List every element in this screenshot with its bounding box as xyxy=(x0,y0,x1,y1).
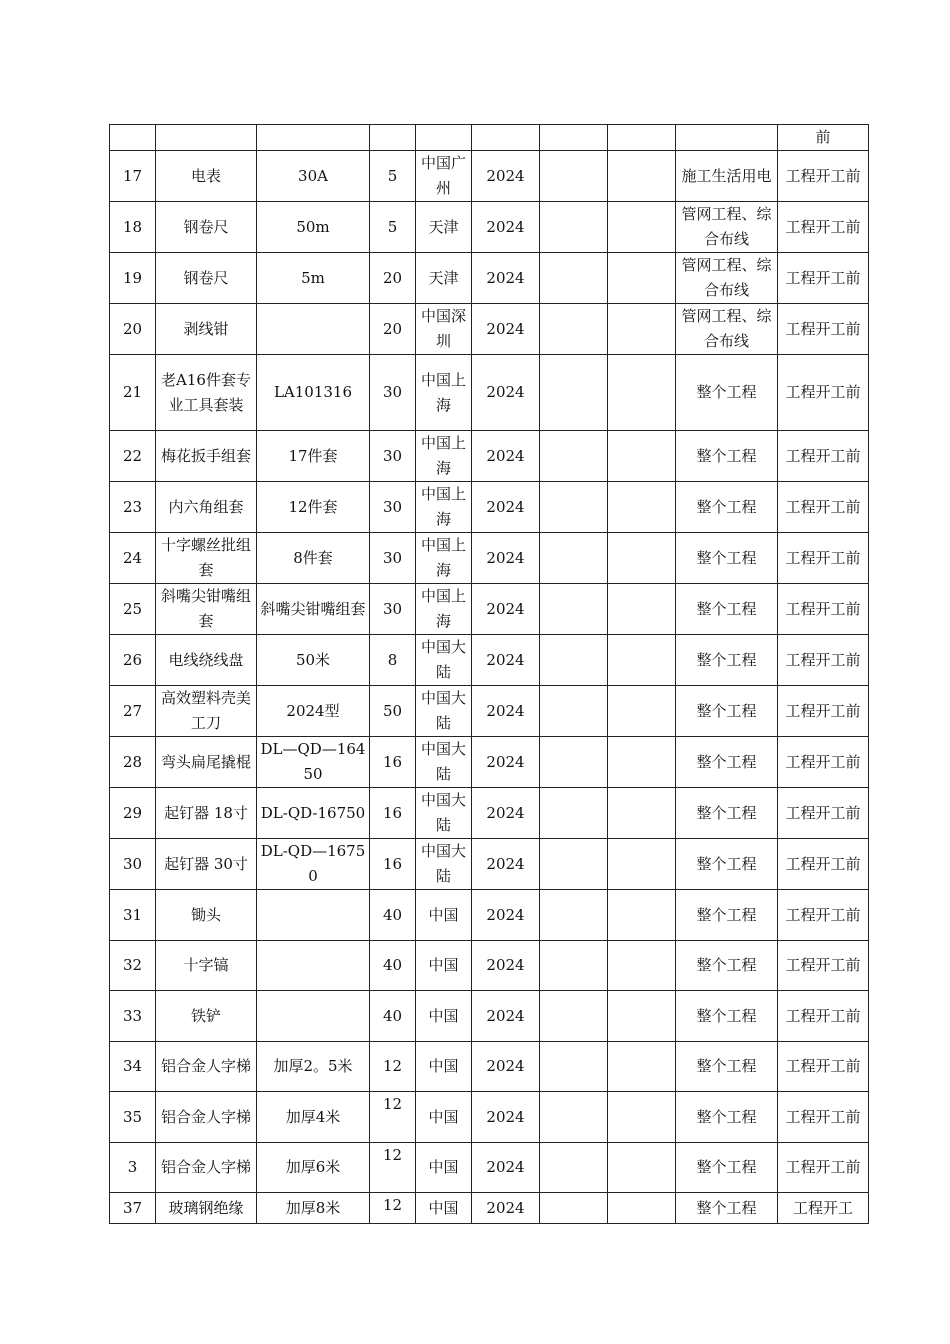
cell-qty: 16 xyxy=(370,839,416,890)
cell-no: 35 xyxy=(110,1092,156,1143)
table-row xyxy=(110,890,869,941)
cell-year: 2024 xyxy=(472,635,540,686)
cell-time: 工程开工前 xyxy=(778,635,869,686)
cell-spec: 17件套 xyxy=(257,431,370,482)
cell-blank-b xyxy=(608,1092,676,1143)
cell-spec xyxy=(257,991,370,1042)
cell-year: 2024 xyxy=(472,482,540,533)
table-row xyxy=(110,151,869,202)
cell-origin: 中国 xyxy=(416,890,472,941)
cell-spec: 加厚6米 xyxy=(257,1143,370,1193)
cell-year: 2024 xyxy=(472,431,540,482)
cell-use: 整个工程 xyxy=(676,482,778,533)
cell-year: 2024 xyxy=(472,304,540,355)
cell-origin: 中国 xyxy=(416,1143,472,1193)
cell-spec: 加厚4米 xyxy=(257,1092,370,1143)
cell-time: 工程开工前 xyxy=(778,1092,869,1143)
cell-blank-b xyxy=(608,304,676,355)
table-row xyxy=(110,355,869,431)
cell-spec: DL—QD—16450 xyxy=(257,737,370,788)
cell-time: 工程开工前 xyxy=(778,584,869,635)
cell-blank-b xyxy=(608,941,676,991)
cell-no: 30 xyxy=(110,839,156,890)
cell-origin: 天津 xyxy=(416,253,472,304)
cell-blank-a xyxy=(540,1042,608,1092)
cell-qty xyxy=(370,125,416,151)
table-row xyxy=(110,1042,869,1092)
cell-time: 工程开工前 xyxy=(778,533,869,584)
cell-blank-a xyxy=(540,1193,608,1224)
cell-spec xyxy=(257,941,370,991)
cell-time: 工程开工 xyxy=(778,1193,869,1224)
cell-no: 21 xyxy=(110,355,156,431)
cell-spec xyxy=(257,304,370,355)
cell-blank-a xyxy=(540,1092,608,1143)
cell-name: 起钉器 30寸 xyxy=(156,839,257,890)
cell-spec: DL-QD—16750 xyxy=(257,839,370,890)
cell-use: 整个工程 xyxy=(676,788,778,839)
cell-spec: 斜嘴尖钳嘴组套 xyxy=(257,584,370,635)
cell-blank-b xyxy=(608,1042,676,1092)
table-row xyxy=(110,839,869,890)
cell-name: 铝合金人字梯 xyxy=(156,1092,257,1143)
cell-no: 20 xyxy=(110,304,156,355)
cell-no: 34 xyxy=(110,1042,156,1092)
cell-origin: 中国上海 xyxy=(416,584,472,635)
cell-qty: 20 xyxy=(370,304,416,355)
cell-blank-b xyxy=(608,1143,676,1193)
cell-origin: 中国 xyxy=(416,1092,472,1143)
cell-blank-b xyxy=(608,355,676,431)
cell-name: 电表 xyxy=(156,151,257,202)
cell-spec: DL-QD-16750 xyxy=(257,788,370,839)
cell-use: 整个工程 xyxy=(676,1143,778,1193)
cell-blank-b xyxy=(608,686,676,737)
cell-blank-a xyxy=(540,890,608,941)
cell-name: 电线绕线盘 xyxy=(156,635,257,686)
cell-use: 管网工程、综合布线 xyxy=(676,253,778,304)
cell-blank-b xyxy=(608,788,676,839)
cell-blank-b xyxy=(608,991,676,1042)
cell-spec: 30A xyxy=(257,151,370,202)
cell-origin: 中国大陆 xyxy=(416,788,472,839)
equipment-table xyxy=(109,124,869,1224)
cell-spec: 加厚2。5米 xyxy=(257,1042,370,1092)
cell-qty: 30 xyxy=(370,584,416,635)
cell-qty: 16 xyxy=(370,737,416,788)
cell-origin: 中国上海 xyxy=(416,431,472,482)
cell-use: 整个工程 xyxy=(676,941,778,991)
cell-year: 2024 xyxy=(472,686,540,737)
cell-qty: 20 xyxy=(370,253,416,304)
cell-no: 29 xyxy=(110,788,156,839)
cell-blank-b xyxy=(608,839,676,890)
cell-no: 32 xyxy=(110,941,156,991)
cell-use: 施工生活用电 xyxy=(676,151,778,202)
cell-name: 锄头 xyxy=(156,890,257,941)
cell-blank-b xyxy=(608,125,676,151)
cell-qty: 30 xyxy=(370,355,416,431)
cell-name: 老A16件套专业工具套装 xyxy=(156,355,257,431)
cell-year xyxy=(472,125,540,151)
table-row xyxy=(110,737,869,788)
cell-use: 整个工程 xyxy=(676,839,778,890)
cell-qty: 30 xyxy=(370,431,416,482)
cell-blank-b xyxy=(608,737,676,788)
cell-spec: 2024型 xyxy=(257,686,370,737)
cell-blank-a xyxy=(540,355,608,431)
cell-name: 内六角组套 xyxy=(156,482,257,533)
cell-spec xyxy=(257,890,370,941)
cell-blank-a xyxy=(540,941,608,991)
cell-origin: 中国 xyxy=(416,941,472,991)
cell-origin: 中国大陆 xyxy=(416,737,472,788)
table-row xyxy=(110,686,869,737)
cell-name: 高效塑料壳美工刀 xyxy=(156,686,257,737)
cell-origin: 中国深圳 xyxy=(416,304,472,355)
cell-qty: 40 xyxy=(370,991,416,1042)
cell-qty: 50 xyxy=(370,686,416,737)
cell-use: 整个工程 xyxy=(676,584,778,635)
cell-no xyxy=(110,125,156,151)
cell-origin: 中国 xyxy=(416,991,472,1042)
cell-blank-b xyxy=(608,1193,676,1224)
cell-origin: 中国广州 xyxy=(416,151,472,202)
cell-use: 整个工程 xyxy=(676,1193,778,1224)
cell-year: 2024 xyxy=(472,941,540,991)
cell-qty: 40 xyxy=(370,941,416,991)
cell-blank-a xyxy=(540,991,608,1042)
cell-blank-a xyxy=(540,125,608,151)
cell-blank-a xyxy=(540,482,608,533)
cell-name: 弯头扁尾撬棍 xyxy=(156,737,257,788)
cell-spec: 50米 xyxy=(257,635,370,686)
cell-use: 整个工程 xyxy=(676,431,778,482)
cell-name: 梅花扳手组套 xyxy=(156,431,257,482)
cell-name: 铝合金人字梯 xyxy=(156,1042,257,1092)
table-row xyxy=(110,635,869,686)
cell-qty: 12 xyxy=(370,1092,416,1143)
table-row xyxy=(110,482,869,533)
cell-time: 工程开工前 xyxy=(778,253,869,304)
cell-year: 2024 xyxy=(472,737,540,788)
cell-origin: 中国 xyxy=(416,1042,472,1092)
cell-year: 2024 xyxy=(472,991,540,1042)
cell-origin: 中国大陆 xyxy=(416,686,472,737)
cell-time: 工程开工前 xyxy=(778,1042,869,1092)
cell-no: 3 xyxy=(110,1143,156,1193)
cell-blank-a xyxy=(540,533,608,584)
cell-year: 2024 xyxy=(472,1193,540,1224)
cell-use: 整个工程 xyxy=(676,991,778,1042)
cell-name xyxy=(156,125,257,151)
cell-year: 2024 xyxy=(472,355,540,431)
cell-blank-b xyxy=(608,202,676,253)
cell-qty: 5 xyxy=(370,151,416,202)
cell-time: 前 xyxy=(778,125,869,151)
cell-blank-a xyxy=(540,202,608,253)
cell-name: 剥线钳 xyxy=(156,304,257,355)
cell-year: 2024 xyxy=(472,202,540,253)
cell-use xyxy=(676,125,778,151)
cell-name: 十字螺丝批组套 xyxy=(156,533,257,584)
cell-year: 2024 xyxy=(472,151,540,202)
cell-qty: 12 xyxy=(370,1193,416,1224)
cell-time: 工程开工前 xyxy=(778,202,869,253)
cell-name: 斜嘴尖钳嘴组套 xyxy=(156,584,257,635)
cell-qty: 12 xyxy=(370,1143,416,1193)
cell-no: 26 xyxy=(110,635,156,686)
cell-time: 工程开工前 xyxy=(778,431,869,482)
cell-qty: 8 xyxy=(370,635,416,686)
cell-blank-b xyxy=(608,151,676,202)
cell-year: 2024 xyxy=(472,788,540,839)
cell-time: 工程开工前 xyxy=(778,991,869,1042)
cell-blank-b xyxy=(608,431,676,482)
cell-time: 工程开工前 xyxy=(778,151,869,202)
cell-spec: 加厚8米 xyxy=(257,1193,370,1224)
cell-no: 33 xyxy=(110,991,156,1042)
cell-name: 十字镐 xyxy=(156,941,257,991)
cell-blank-b xyxy=(608,584,676,635)
cell-origin: 中国 xyxy=(416,1193,472,1224)
cell-year: 2024 xyxy=(472,1042,540,1092)
cell-year: 2024 xyxy=(472,1092,540,1143)
cell-origin: 中国上海 xyxy=(416,533,472,584)
cell-qty: 12 xyxy=(370,1042,416,1092)
cell-year: 2024 xyxy=(472,584,540,635)
cell-blank-a xyxy=(540,788,608,839)
cell-time: 工程开工前 xyxy=(778,788,869,839)
cell-no: 31 xyxy=(110,890,156,941)
cell-blank-a xyxy=(540,839,608,890)
cell-time: 工程开工前 xyxy=(778,482,869,533)
cell-time: 工程开工前 xyxy=(778,1143,869,1193)
cell-time: 工程开工前 xyxy=(778,686,869,737)
cell-time: 工程开工前 xyxy=(778,941,869,991)
cell-blank-a xyxy=(540,584,608,635)
cell-year: 2024 xyxy=(472,1143,540,1193)
cell-name: 钢卷尺 xyxy=(156,253,257,304)
cell-qty: 16 xyxy=(370,788,416,839)
cell-blank-b xyxy=(608,635,676,686)
cell-year: 2024 xyxy=(472,533,540,584)
cell-year: 2024 xyxy=(472,839,540,890)
cell-use: 管网工程、综合布线 xyxy=(676,202,778,253)
cell-use: 管网工程、综合布线 xyxy=(676,304,778,355)
cell-no: 17 xyxy=(110,151,156,202)
cell-qty: 5 xyxy=(370,202,416,253)
cell-use: 整个工程 xyxy=(676,737,778,788)
cell-time: 工程开工前 xyxy=(778,890,869,941)
cell-use: 整个工程 xyxy=(676,1042,778,1092)
table-row xyxy=(110,533,869,584)
table-row xyxy=(110,304,869,355)
cell-no: 19 xyxy=(110,253,156,304)
cell-no: 25 xyxy=(110,584,156,635)
cell-blank-a xyxy=(540,151,608,202)
cell-no: 22 xyxy=(110,431,156,482)
table-row xyxy=(110,941,869,991)
cell-origin: 中国大陆 xyxy=(416,635,472,686)
cell-spec: 8件套 xyxy=(257,533,370,584)
cell-blank-a xyxy=(540,1143,608,1193)
cell-origin: 中国上海 xyxy=(416,355,472,431)
cell-name: 铝合金人字梯 xyxy=(156,1143,257,1193)
cell-no: 18 xyxy=(110,202,156,253)
cell-blank-b xyxy=(608,482,676,533)
table-row xyxy=(110,788,869,839)
cell-blank-a xyxy=(540,304,608,355)
cell-no: 23 xyxy=(110,482,156,533)
cell-name: 钢卷尺 xyxy=(156,202,257,253)
cell-name: 铁铲 xyxy=(156,991,257,1042)
table-row xyxy=(110,584,869,635)
cell-spec xyxy=(257,125,370,151)
table-row xyxy=(110,1143,869,1193)
cell-no: 37 xyxy=(110,1193,156,1224)
cell-use: 整个工程 xyxy=(676,635,778,686)
cell-spec: 50m xyxy=(257,202,370,253)
cell-origin: 天津 xyxy=(416,202,472,253)
cell-time: 工程开工前 xyxy=(778,355,869,431)
table-row xyxy=(110,991,869,1042)
table-row xyxy=(110,1092,869,1143)
cell-blank-b xyxy=(608,890,676,941)
cell-qty: 40 xyxy=(370,890,416,941)
cell-origin: 中国大陆 xyxy=(416,839,472,890)
cell-name: 起钉器 18寸 xyxy=(156,788,257,839)
cell-no: 24 xyxy=(110,533,156,584)
cell-time: 工程开工前 xyxy=(778,737,869,788)
cell-spec: 12件套 xyxy=(257,482,370,533)
cell-name: 玻璃钢绝缘 xyxy=(156,1193,257,1224)
cell-use: 整个工程 xyxy=(676,1092,778,1143)
cell-blank-a xyxy=(540,686,608,737)
cell-origin xyxy=(416,125,472,151)
cell-blank-a xyxy=(540,635,608,686)
table-row xyxy=(110,1193,869,1224)
cell-use: 整个工程 xyxy=(676,355,778,431)
table-row xyxy=(110,253,869,304)
cell-blank-a xyxy=(540,431,608,482)
cell-qty: 30 xyxy=(370,533,416,584)
cell-qty: 30 xyxy=(370,482,416,533)
cell-blank-b xyxy=(608,253,676,304)
cell-no: 28 xyxy=(110,737,156,788)
table-row xyxy=(110,202,869,253)
cell-spec: LA101316 xyxy=(257,355,370,431)
cell-time: 工程开工前 xyxy=(778,304,869,355)
cell-year: 2024 xyxy=(472,253,540,304)
table-row xyxy=(110,125,869,151)
cell-spec: 5m xyxy=(257,253,370,304)
cell-no: 27 xyxy=(110,686,156,737)
table-row xyxy=(110,431,869,482)
cell-year: 2024 xyxy=(472,890,540,941)
cell-use: 整个工程 xyxy=(676,890,778,941)
cell-blank-a xyxy=(540,253,608,304)
cell-use: 整个工程 xyxy=(676,533,778,584)
cell-blank-a xyxy=(540,737,608,788)
table-body xyxy=(110,125,869,1224)
cell-time: 工程开工前 xyxy=(778,839,869,890)
cell-use: 整个工程 xyxy=(676,686,778,737)
cell-blank-b xyxy=(608,533,676,584)
cell-origin: 中国上海 xyxy=(416,482,472,533)
